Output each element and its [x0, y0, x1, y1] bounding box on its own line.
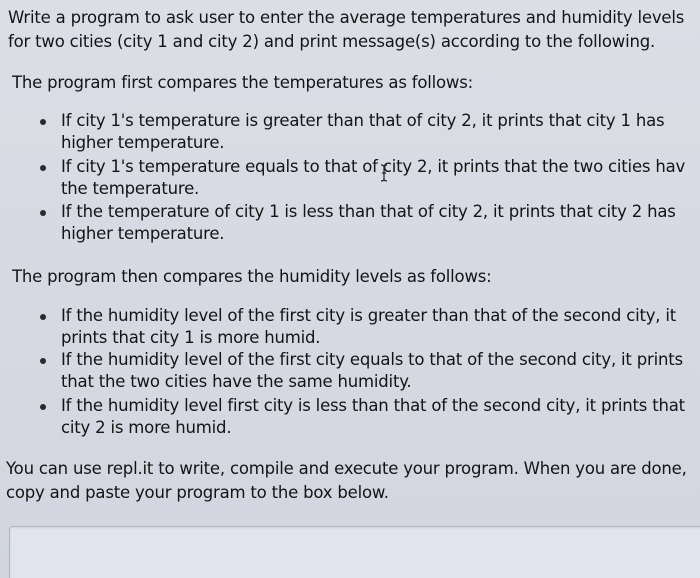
- temperature-heading: The program first compares the temperatures as follows:: [12, 73, 473, 92]
- list-item-line-1: If the humidity level of the first city equals to that of the second city, it prints: [61, 350, 683, 369]
- list-item-text: [61, 110, 664, 154]
- instructions-paragraph: [6, 457, 687, 505]
- instructions-line-1: You can use repl.it to write, compile and execute your program. When you are done,: [6, 459, 687, 478]
- bullet-dot-icon: [40, 314, 46, 320]
- list-item-text: [61, 201, 676, 245]
- list-item-line-2: higher temperature.: [61, 224, 225, 243]
- intro-line-2: for two cities (city 1 and city 2) and print message(s) according to the following.: [8, 32, 656, 51]
- intro-line-1: Write a program to ask user to enter the average temperatures and humidity levels: [8, 8, 685, 27]
- list-item-line-2: that the two cities have the same humidity.: [61, 372, 412, 391]
- bullet-dot-icon: [40, 404, 46, 410]
- list-item-line-1: If the humidity level of the first city is greater than that of the second city, it: [61, 306, 677, 325]
- list-item-line-1: If the temperature of city 1 is less than that of city 2, it prints that city 2 has: [61, 202, 676, 221]
- list-item-line-2: the temperature.: [61, 179, 200, 198]
- answer-textbox[interactable]: [9, 526, 700, 578]
- bullet-dot-icon: [40, 119, 46, 125]
- text-cursor-icon: [380, 164, 388, 182]
- list-item-line-2: higher temperature.: [61, 133, 225, 152]
- list-item-line-1: If city 1's temperature is greater than that of city 2, it prints that city 1 has: [61, 111, 665, 130]
- list-item-line-1: If city 1's temperature equals to that of city 2, it prints that the two cities hav: [61, 157, 686, 176]
- intro-paragraph: [8, 6, 684, 54]
- bullet-dot-icon: [40, 210, 46, 216]
- list-item-text: [61, 305, 676, 349]
- list-item-text: [61, 156, 685, 200]
- list-item-text: [61, 349, 683, 393]
- list-item-text: [61, 395, 685, 439]
- list-item-line-2: prints that city 1 is more humid.: [61, 328, 321, 347]
- list-item-line-2: city 2 is more humid.: [61, 418, 232, 437]
- list-item-line-1: If the humidity level first city is less than that of the second city, it prints that: [61, 396, 685, 415]
- bullet-dot-icon: [40, 358, 46, 364]
- instructions-line-2: copy and paste your program to the box below.: [6, 483, 389, 502]
- bullet-dot-icon: [40, 165, 46, 171]
- humidity-heading: The program then compares the humidity levels as follows:: [12, 267, 492, 286]
